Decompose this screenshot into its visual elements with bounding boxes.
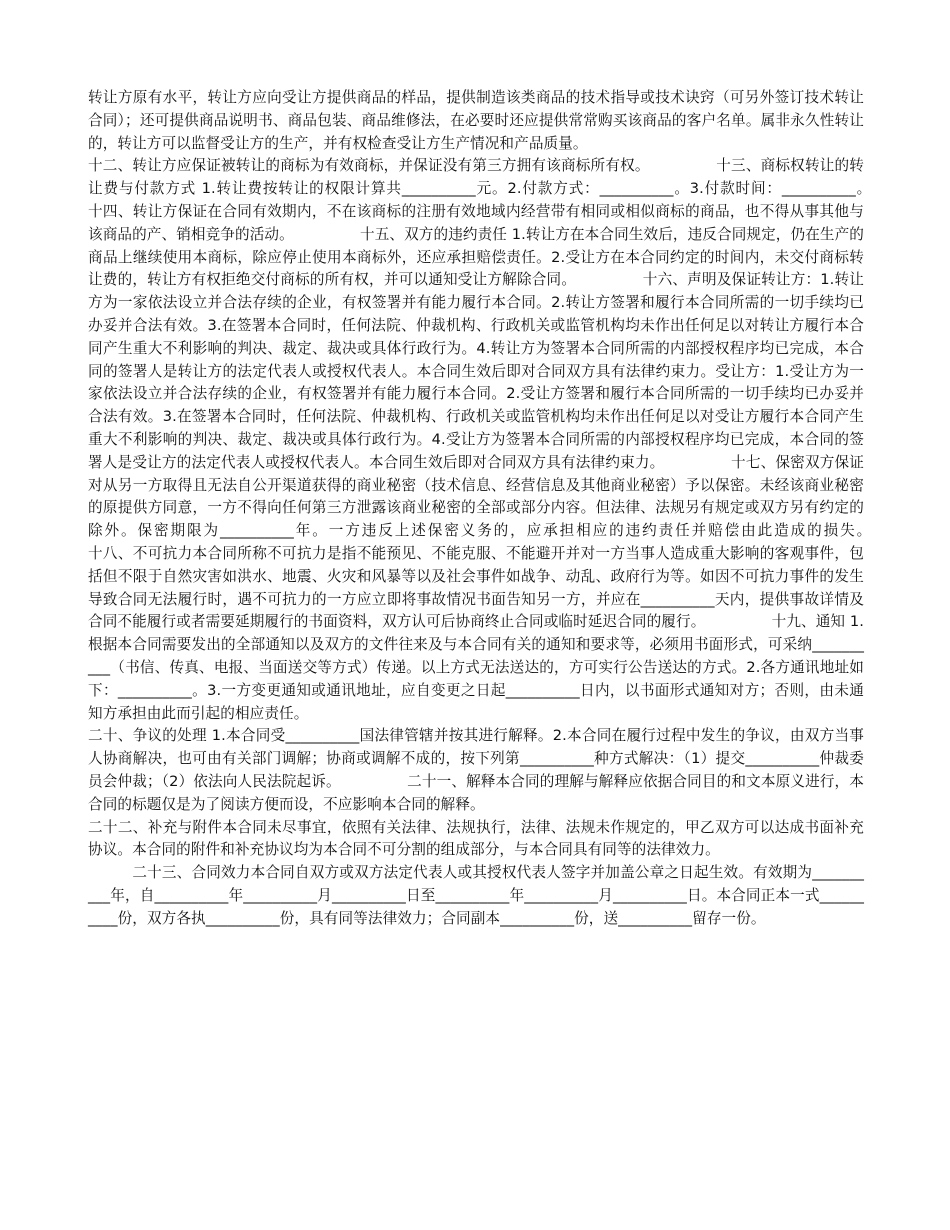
- paragraph-clauses-12-to-19: 十二、转让方应保证被转让的商标为有效商标，并保证没有第三方拥有该商标所有权。 十三、商标权转让的转让费与付款方式 1.转让费按转让的权限计算共__________元。2.付款方式：__________。3.付款时间：__________。 十四、转让方保证在合同有效期内，不在该商标的注册有效地域内经营带有相同或相似商标的商品，也不得从事其他与该商品的产、销相竞争的活动。 十五、双方的违约责任 1.转让方在本合同生效后，违反合同规定，仍在生产的商品上继续使用本商标，除应停止使用本商标外，还应承担赔偿责任。2.受让方在本合同约定的时间内，未交付商标转让费的，转让方有权拒绝交付商标的所有权，并可以通知受让方解除合同。 十六、声明及保证转让方：1.转让方为一家依法设立并合法存续的企业，有权签署并有能力履行本合同。2.转让方签署和履行本合同所需的一切手续均已办妥并合法有效。3.在签署本合同时，任何法院、仲裁机构、行政机关或监管机构均未作出任何足以对转让方履行本合同产生重大不利影响的判决、裁定、裁决或具体行政行为。4.转让方为签署本合同所需的内部授权程序均已完成，本合同的签署人是转让方的法定代表人或授权代表人。本合同生效后即对合同双方具有法律约束力。受让方：1.受让方为一家依法设立并合法存续的企业，有权签署并有能力履行本合同。2.受让方签署和履行本合同所需的一切手续均已办妥并合法有效。3.在签署本合同时，任何法院、仲裁机构、行政机关或监管机构均未作出任何足以对受让方履行本合同产生重大不利影响的判决、裁定、裁决或具体行政行为。4.受让方为签署本合同所需的内部授权程序均已完成，本合同的签署人是受让方的法定代表人或授权代表人。本合同生效后即对合同双方具有法律约束力。 十七、保密双方保证对从另一方取得且无法自公开渠道获得的商业秘密（技术信息、经营信息及其他商业秘密）予以保密。未经该商业秘密的原提供方同意，一方不得向任何第三方泄露该商业秘密的全部或部分内容。但法律、法规另有规定或双方另有约定的除外。保密期限为__________年。一方违反上述保密义务的，应承担相应的违约责任并赔偿由此造成的损失。 十八、不可抗力本合同所称不可抗力是指不能预见、不能克服、不能避开并对一方当事人造成重大影响的客观事件，包括但不限于自然灾害如洪水、地震、火灾和风暴等以及社会事件如战争、动乱、政府行为等。如因不可抗力事件的发生导致合同无法履行时，遇不可抗力的一方应立即将事故情况书面告知另一方，并应在__________天内，提供事故详情及合同不能履行或者需要延期履行的书面资料，双方认可后协商终止合同或临时延迟合同的履行。 十九、通知 1.根据本合同需要发出的全部通知以及双方的文件往来及与本合同有关的通知和要求等，必须用书面形式，可采纳__________（书信、传真、电报、当面送交等方式）传递。以上方式无法送达的，方可实行公告送达的方式。2.各方通讯地址如下：__________。3.一方变更通知或通讯地址，应自变更之日起__________日内，以书面形式通知对方；否则，由未通知方承担由此而引起的相应责任。: [88, 157, 938, 722]
- contract-body: [88, 87, 938, 930]
- paragraph-clauses-20-21: 二十、争议的处理 1.本合同受__________国法律管辖并按其进行解释。2.本合同在履行过程中发生的争议，由双方当事人协商解决，也可由有关部门调解；协商或调解不成的，按下列第__________种方式解决：（1）提交__________仲裁委员会仲裁；（2）依法向人民法院起诉。 二十一、解释本合同的理解与解释应依据合同目的和文本原义进行，本合同的标题仅是为了阅读方便而设，不应影响本合同的解释。: [88, 727, 864, 813]
- paragraph-transfer-obligations: 转让方原有水平，转让方应向受让方提供商品的样品，提供制造该类商品的技术指导或技术诀窍（可另外签订技术转让合同）；还可提供商品说明书、商品包装、商品维修法，在必要时还应提供常常购买该商品的客户名单。属非永久性转让的，转让方可以监督受让方的生产，并有权检查受让方生产情况和产品质量。: [88, 89, 864, 152]
- paragraph-clause-23: 二十三、合同效力本合同自双方或双方法定代表人或其授权代表人签字并加盖公章之日起生效。有效期为__________年，自__________年__________月__________日至__________年__________月__________日。本合同正本一式__________份，双方各执__________份，具有同等法律效力；合同副本__________份，送__________留存一份。: [88, 864, 864, 927]
- paragraph-clause-22: 二十二、补充与附件本合同未尽事宜，依照有关法律、法规执行，法律、法规未作规定的，甲乙双方可以达成书面补充协议。本合同的附件和补充协议均为本合同不可分割的组成部分，与本合同具有同等的法律效力。: [88, 818, 864, 859]
